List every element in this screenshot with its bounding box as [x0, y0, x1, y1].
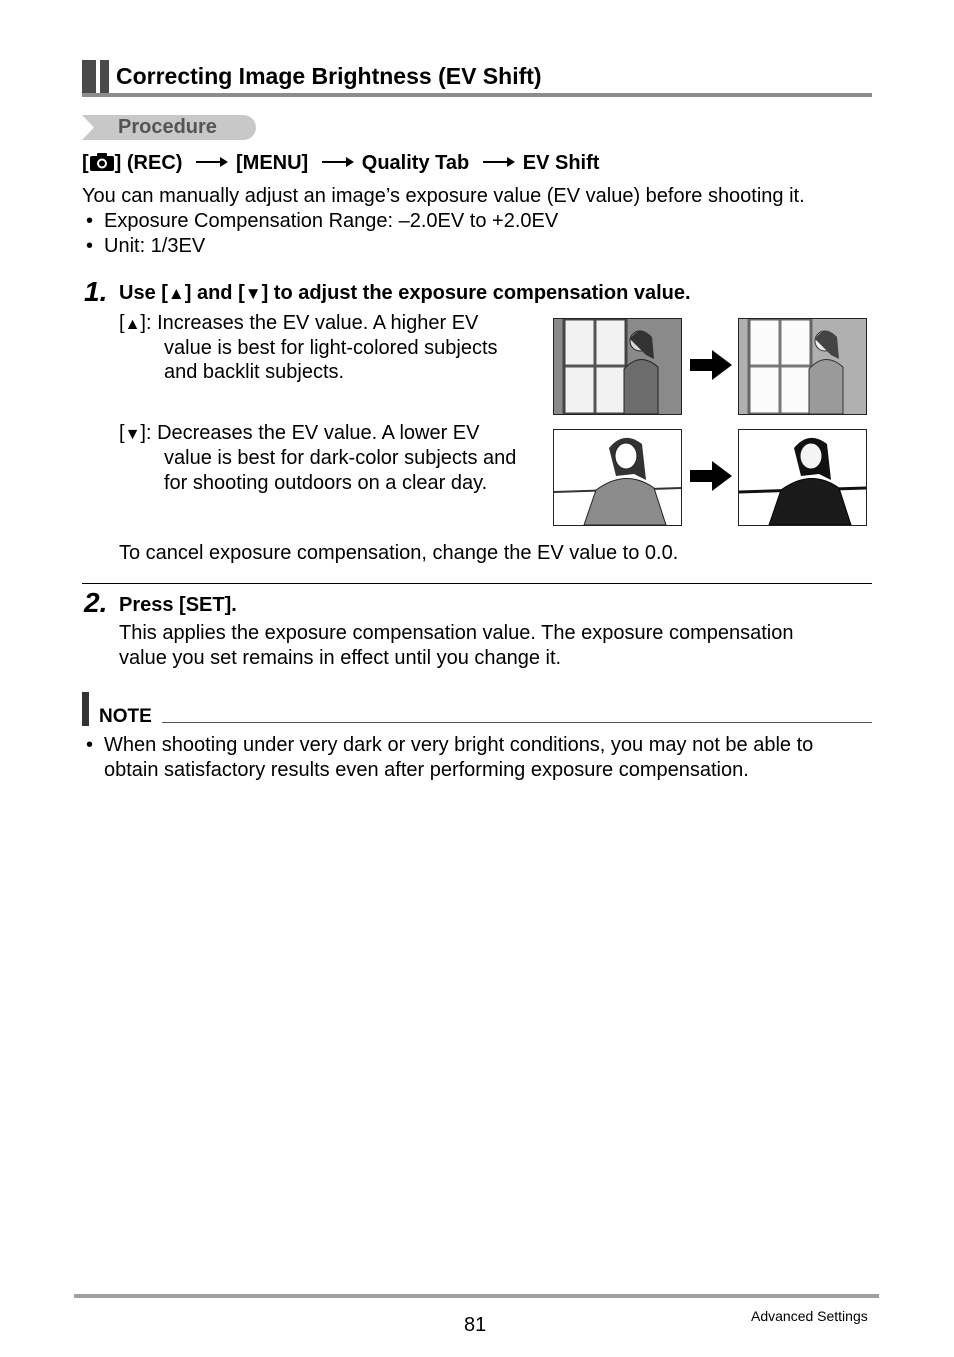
chevron-right-icon [82, 115, 108, 140]
bracket: [ [119, 422, 125, 444]
step-number: 2. [84, 587, 108, 618]
arrow-right-icon [483, 157, 515, 167]
bullet-unit: Unit: 1/3EV [104, 235, 206, 257]
bullet-dot: • [86, 210, 94, 232]
up-description-line3: and backlit subjects. [164, 361, 345, 383]
cancel-text: To cancel exposure compensation, change the EV value to 0.0. [119, 542, 679, 564]
step-number: 1. [84, 276, 108, 307]
down-description-line1 [119, 421, 479, 447]
down-description-text: ]: Decreases the EV value. A lower EV [140, 422, 480, 444]
path-open-bracket: [ [82, 152, 89, 174]
step2-line2: value you set remains in effect until you change it. [119, 647, 562, 669]
bullet-dot: • [86, 235, 94, 257]
photo-backlit-before [553, 318, 682, 415]
header-bar-thick [82, 60, 96, 96]
bullet-dot: • [86, 734, 94, 756]
procedure-label: Procedure [118, 116, 217, 138]
arrow-right-icon [322, 157, 354, 167]
down-description-line2: value is best for dark-color subjects and [164, 447, 517, 469]
page-number: 81 [464, 1314, 487, 1336]
bracket: [ [119, 312, 125, 334]
up-description-line2: value is best for light-colored subjects [164, 337, 498, 359]
bullet-range: Exposure Compensation Range: –2.0EV to +2.0EV [104, 210, 559, 232]
triangle-down-icon: ▼ [124, 426, 141, 443]
triangle-down-icon: ▼ [244, 284, 262, 303]
path-rec: ] (REC) [114, 152, 183, 174]
footer-section: Advanced Settings [751, 1308, 868, 1324]
photo-outdoor-after [738, 429, 867, 526]
intro-text: You can manually adjust an image’s exposure value (EV value) before shooting it. [82, 185, 805, 207]
down-description-line3: for shooting outdoors on a clear day. [164, 472, 488, 494]
note-line2: obtain satisfactory results even after performing exposure compensation. [104, 759, 749, 781]
divider [82, 583, 872, 584]
step1-title [119, 280, 691, 307]
step1-title-part: Use [ [119, 282, 168, 304]
path-quality-tab: Quality Tab [361, 152, 470, 174]
path-ev-shift: EV Shift [522, 152, 600, 174]
step1-title-part: ] to adjust the exposure compensation value. [261, 282, 691, 304]
note-line1: When shooting under very dark or very bright conditions, you may not be able to [104, 734, 814, 756]
triangle-up-icon: ▲ [167, 284, 185, 303]
camera-icon [89, 152, 115, 172]
menu-path [82, 150, 599, 176]
arrow-right-icon [196, 157, 228, 167]
up-description-line1 [119, 311, 478, 337]
triangle-up-icon: ▲ [124, 316, 141, 333]
arrow-right-icon [690, 461, 732, 491]
step2-title: Press [SET]. [119, 594, 237, 616]
note-label: NOTE [99, 706, 152, 727]
header-underline [82, 93, 872, 97]
photo-outdoor-before [553, 429, 682, 526]
photo-backlit-after [738, 318, 867, 415]
header-bar-thin [100, 60, 109, 96]
note-bar [82, 692, 89, 726]
note-underline [162, 722, 872, 723]
up-description-text: ]: Increases the EV value. A higher EV [140, 312, 479, 334]
step2-line1: This applies the exposure compensation value. The exposure compensation [119, 622, 794, 644]
section-title: Correcting Image Brightness (EV Shift) [116, 63, 542, 89]
arrow-right-icon [690, 350, 732, 380]
footer-rule [74, 1294, 879, 1298]
step1-title-part: ] and [ [184, 282, 245, 304]
path-menu: [MENU] [236, 152, 309, 174]
